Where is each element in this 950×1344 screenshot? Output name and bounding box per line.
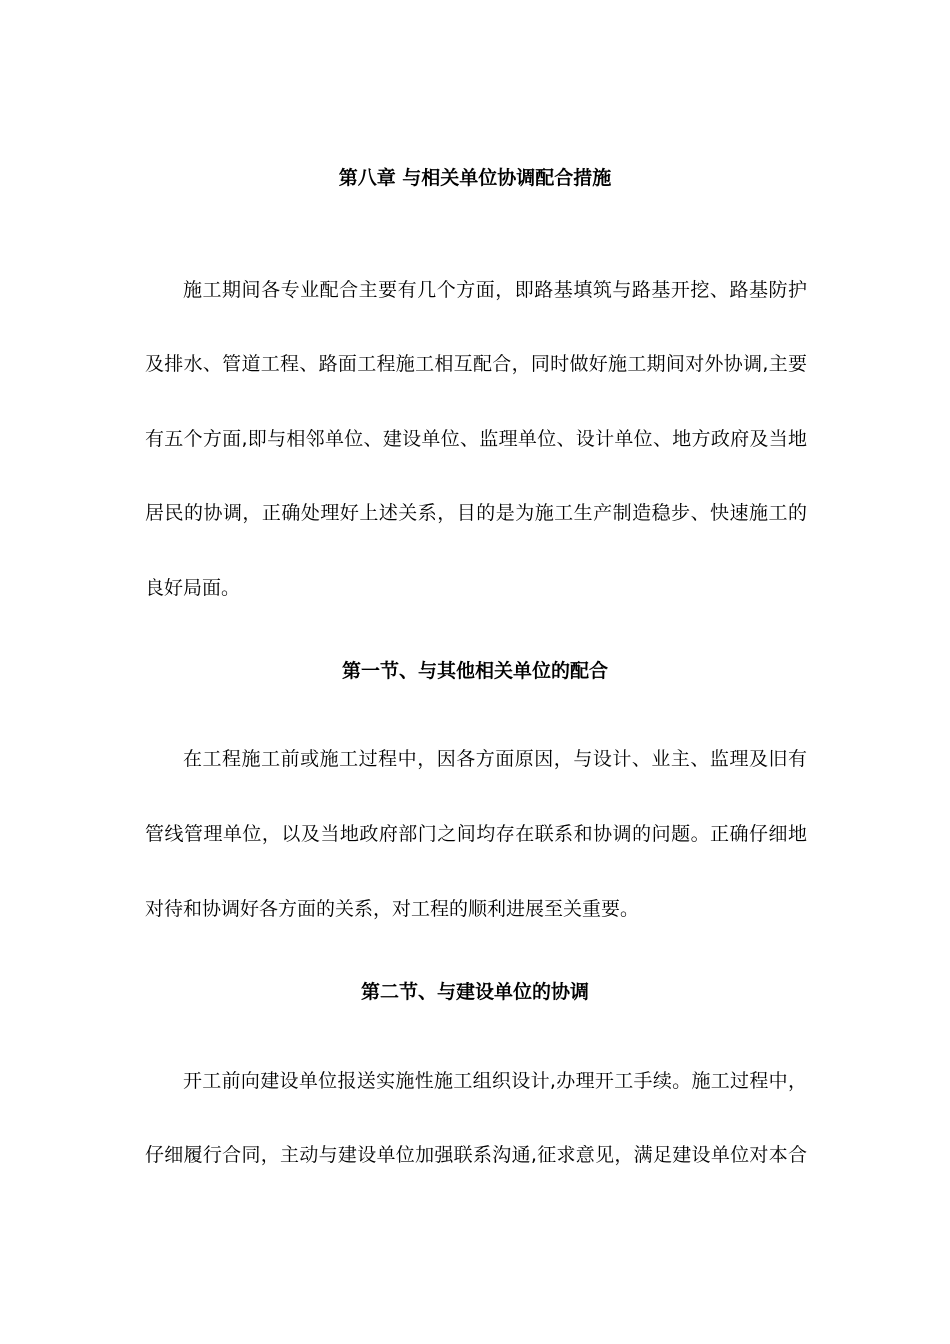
paragraph-line: 仔细履行合同，主动与建设单位加强联系沟通,征求意见，满足建设单位对本合 [145, 1144, 807, 1166]
paragraph-line: 在工程施工前或施工过程中，因各方面原因，与设计、业主、监理及旧有 [183, 748, 807, 770]
chapter-title: 第八章 与相关单位协调配合措施 [338, 167, 612, 189]
section-title: 第一节、与其他相关单位的配合 [341, 660, 608, 682]
paragraph-line: 对待和协调好各方面的关系，对工程的顺利进展至关重要。 [145, 898, 640, 920]
paragraph-line: 及排水、管道工程、路面工程施工相互配合，同时做好施工期间对外协调,主要 [145, 353, 807, 375]
paragraph-line: 施工期间各专业配合主要有几个方面，即路基填筑与路基开挖、路基防护 [183, 279, 807, 301]
paragraph-line: 管线管理单位，以及当地政府部门之间均存在联系和协调的问题。正确仔细地 [145, 823, 807, 845]
section-title: 第二节、与建设单位的协调 [360, 981, 589, 1003]
paragraph-line: 开工前向建设单位报送实施性施工组织设计,办理开工手续。施工过程中， [183, 1070, 807, 1092]
paragraph-line: 居民的协调，正确处理好上述关系，目的是为施工生产制造稳步、快速施工的 [145, 502, 807, 524]
paragraph-line: 有五个方面,即与相邻单位、建设单位、监理单位、设计单位、地方政府及当地 [145, 428, 807, 450]
paragraph-line: 良好局面。 [145, 577, 241, 599]
